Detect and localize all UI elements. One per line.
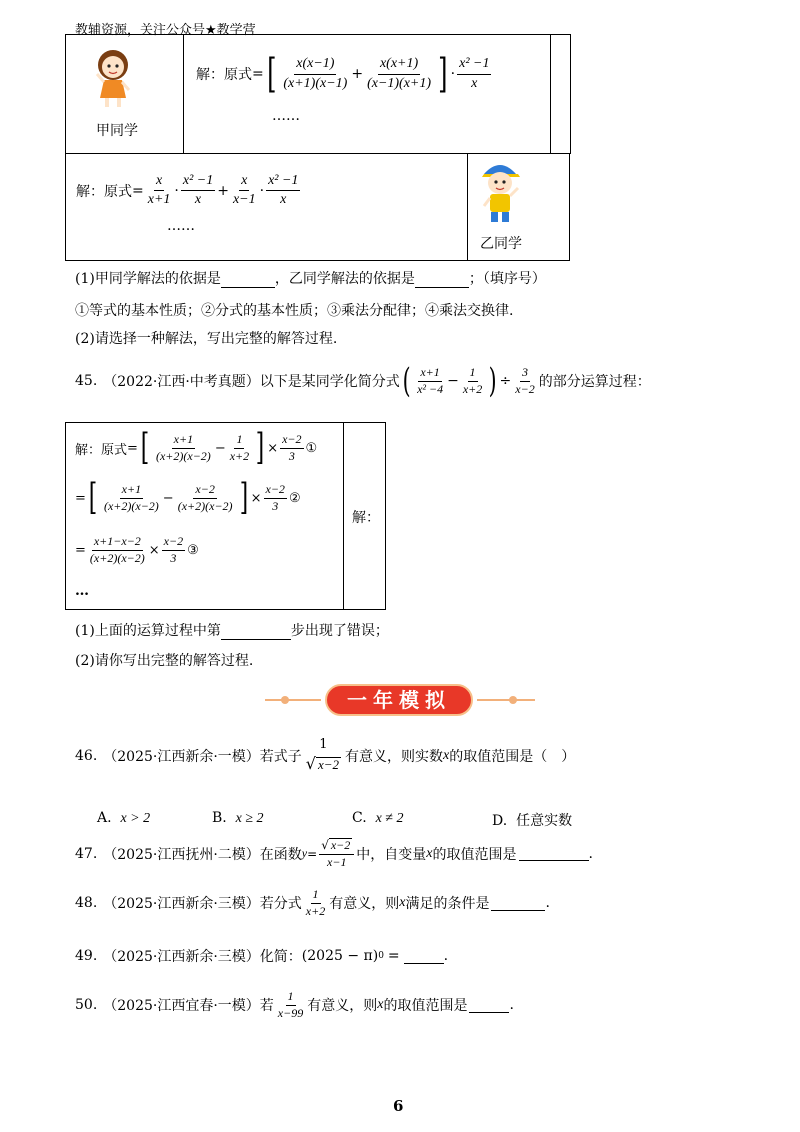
q46-choice-d[interactable]: D. 任意实数 [492, 813, 573, 829]
answer-blank[interactable] [491, 896, 545, 911]
answer-blank[interactable] [415, 273, 469, 288]
question-number: 49. [75, 948, 98, 964]
student-a-label: 甲同学 [96, 123, 138, 139]
q47-stem: 47. （2025·江西抚州·二模）在函数 y = $\frac{√ x-2}{x-1}$ 中，自变量 x 的取值范围是 . [75, 838, 593, 869]
fraction: $\frac{x-2}{3}$ [265, 481, 285, 513]
fraction: $\frac{1}{x+2}$ [305, 887, 326, 918]
fraction: $\frac{x+1}{\text{x² −4}}$ [417, 364, 444, 396]
box-divider [467, 153, 468, 261]
fraction: $\frac{\text{x² −1}}{x}$ [459, 56, 490, 91]
fraction: $\frac{x-2}{3}$ [163, 534, 184, 565]
step-mark: ② [288, 490, 301, 506]
q45-part1: (1)上面的运算过程中第 步出现了错误； [75, 623, 389, 639]
solution-prefix: 解：原式 [76, 183, 132, 200]
q49-stem: 49. （2025·江西新余·三模）化简： (2025 − π) 0 = . [75, 948, 449, 965]
q46-choice-c[interactable]: C. x ≠ 2 [352, 810, 404, 826]
question-number: 45. [75, 373, 98, 389]
fraction: $\frac{x+1}{(x+2)(x-2)}$ [155, 431, 211, 463]
fraction: $\frac{x(x-1)}{(x+1)(x-1)}$ [283, 56, 348, 91]
fraction: $\frac{x-2}{(x+2)(x-2)}$ [177, 481, 233, 513]
section-banner-title: 一年模拟 [325, 684, 473, 716]
fraction: $\frac{√ x-2}{x-1}$ [319, 838, 354, 870]
question-number: 48. [75, 895, 98, 912]
q50-stem: 50. （2025·江西宜春·一模）若 $\frac{1}{x-99}$ 有意义，则 x 的取值范围是 . [75, 989, 514, 1020]
q45-part2: (2)请你写出完整的解答过程. [75, 653, 254, 669]
step-mark: ③ [187, 542, 199, 558]
fraction: $\frac{x-2}{3}$ [282, 431, 302, 463]
fraction: $\frac{x(x+1)}{(x-1)(x+1)}$ [367, 56, 432, 91]
question-number: 46. [75, 747, 98, 764]
ellipsis: …… [167, 218, 195, 234]
q45-step1: 解：原式 = [ $\frac{x+1}{(x+2)(x-2)}$ − $\frac{1}{x+2}$ ] × $\frac{x-2}{3}$ ① [75, 427, 318, 468]
student-b-label: 乙同学 [480, 236, 522, 252]
box-divider [343, 422, 344, 610]
answer-blank[interactable] [404, 949, 444, 964]
box-top-edge [551, 34, 570, 35]
fraction: 1 √ x−2 [305, 737, 340, 773]
fraction: $\frac{x+1-x-2}{(x+2)(x-2)}$ [89, 534, 145, 565]
step-mark: ① [305, 440, 318, 456]
q44-part1: (1)甲同学解法的依据是 ，乙同学解法的依据是 ；（填序号） [75, 271, 546, 287]
fraction: $\frac{x}{x+1}$ [147, 173, 171, 208]
fraction: $\frac{1}{x-99}$ [277, 989, 304, 1020]
page-number: 6 [393, 1097, 404, 1115]
answer-blank[interactable] [221, 625, 291, 640]
fraction: $\frac{1}{x+2}$ [229, 431, 250, 463]
q45-stem: 45. （2022·江西·中考真题）以下是某同学化简分式 ( $\frac{x+1}{\text{x² −4}}$ − $\frac{1}{x+2}$ ) ÷ $\frac{3}{x-2}$ 的部分运算过程： [75, 361, 651, 401]
student-a-solution: 解：原式 = [ $\frac{x(x-1)}{(x+1)(x-1)}$ + $\frac{x(x+1)}{(x-1)(x+1)}$ ] · $\frac{\text{x² −1}}{x}$ [196, 51, 490, 97]
ellipsis: … [75, 583, 89, 599]
q48-stem: 48. （2025·江西新余·三模）若分式 $\frac{1}{x+2}$ 有意义，则 x 满足的条件是 . [75, 887, 550, 918]
q45-step2: = [ $\frac{x+1}{(x+2)(x-2)}$ − $\frac{x-2}{(x+2)(x-2)}$ ] × $\frac{x-2}{3}$ ② [75, 477, 301, 518]
student-b-solution: 解：原式 = $\frac{x}{x+1}$ · $\frac{\text{x² −1}}{x}$ + $\frac{x}{x-1}$ · $\frac{\text{x² −1}}{x}$ [76, 173, 299, 208]
q44-part2: (2)请选择一种解法，写出完整的解答过程. [75, 331, 338, 347]
q46-choice-a[interactable]: A. x > 2 [97, 810, 151, 826]
answer-blank[interactable] [519, 846, 589, 861]
fraction: $\frac{1}{x+2}$ [462, 364, 483, 396]
box-right-edge [570, 34, 571, 154]
question-number: 47. [75, 845, 98, 862]
solution-prefix: 解：原式 [196, 67, 252, 83]
ellipsis: …… [272, 108, 300, 124]
fraction: $\frac{x+1}{(x+2)(x-2)}$ [103, 481, 159, 513]
header-note: 教辅资源，关注公众号★教学营 [75, 23, 256, 38]
fraction: $\frac{3}{x-2}$ [515, 364, 535, 396]
q46-stem: 46. （2025·江西新余·一模）若式子 1 √ x−2 有意义，则实数 x 的取值范围是（ ） [75, 737, 576, 773]
box-divider [183, 34, 184, 154]
q45-answer-cell: 解： [352, 510, 380, 526]
boy-avatar-icon [478, 158, 522, 228]
section-banner [265, 680, 535, 720]
question-number: 50. [75, 997, 98, 1014]
q45-step3: = $\frac{x+1-x-2}{(x+2)(x-2)}$ × $\frac{x-2}{3}$ ③ [75, 534, 199, 565]
girl-avatar-icon [92, 48, 134, 110]
answer-blank[interactable] [221, 273, 275, 288]
fraction: $\frac{\text{x² −1}}{x}$ [182, 173, 214, 208]
fraction: $\frac{x}{x-1}$ [232, 173, 256, 208]
answer-blank[interactable] [469, 998, 509, 1013]
fraction: $\frac{\text{x² −1}}{x}$ [268, 173, 299, 208]
q44-options: ①等式的基本性质；②分式的基本性质；③乘法分配律；④乘法交换律. [75, 303, 514, 319]
q46-choice-b[interactable]: B. x ≥ 2 [212, 810, 264, 826]
